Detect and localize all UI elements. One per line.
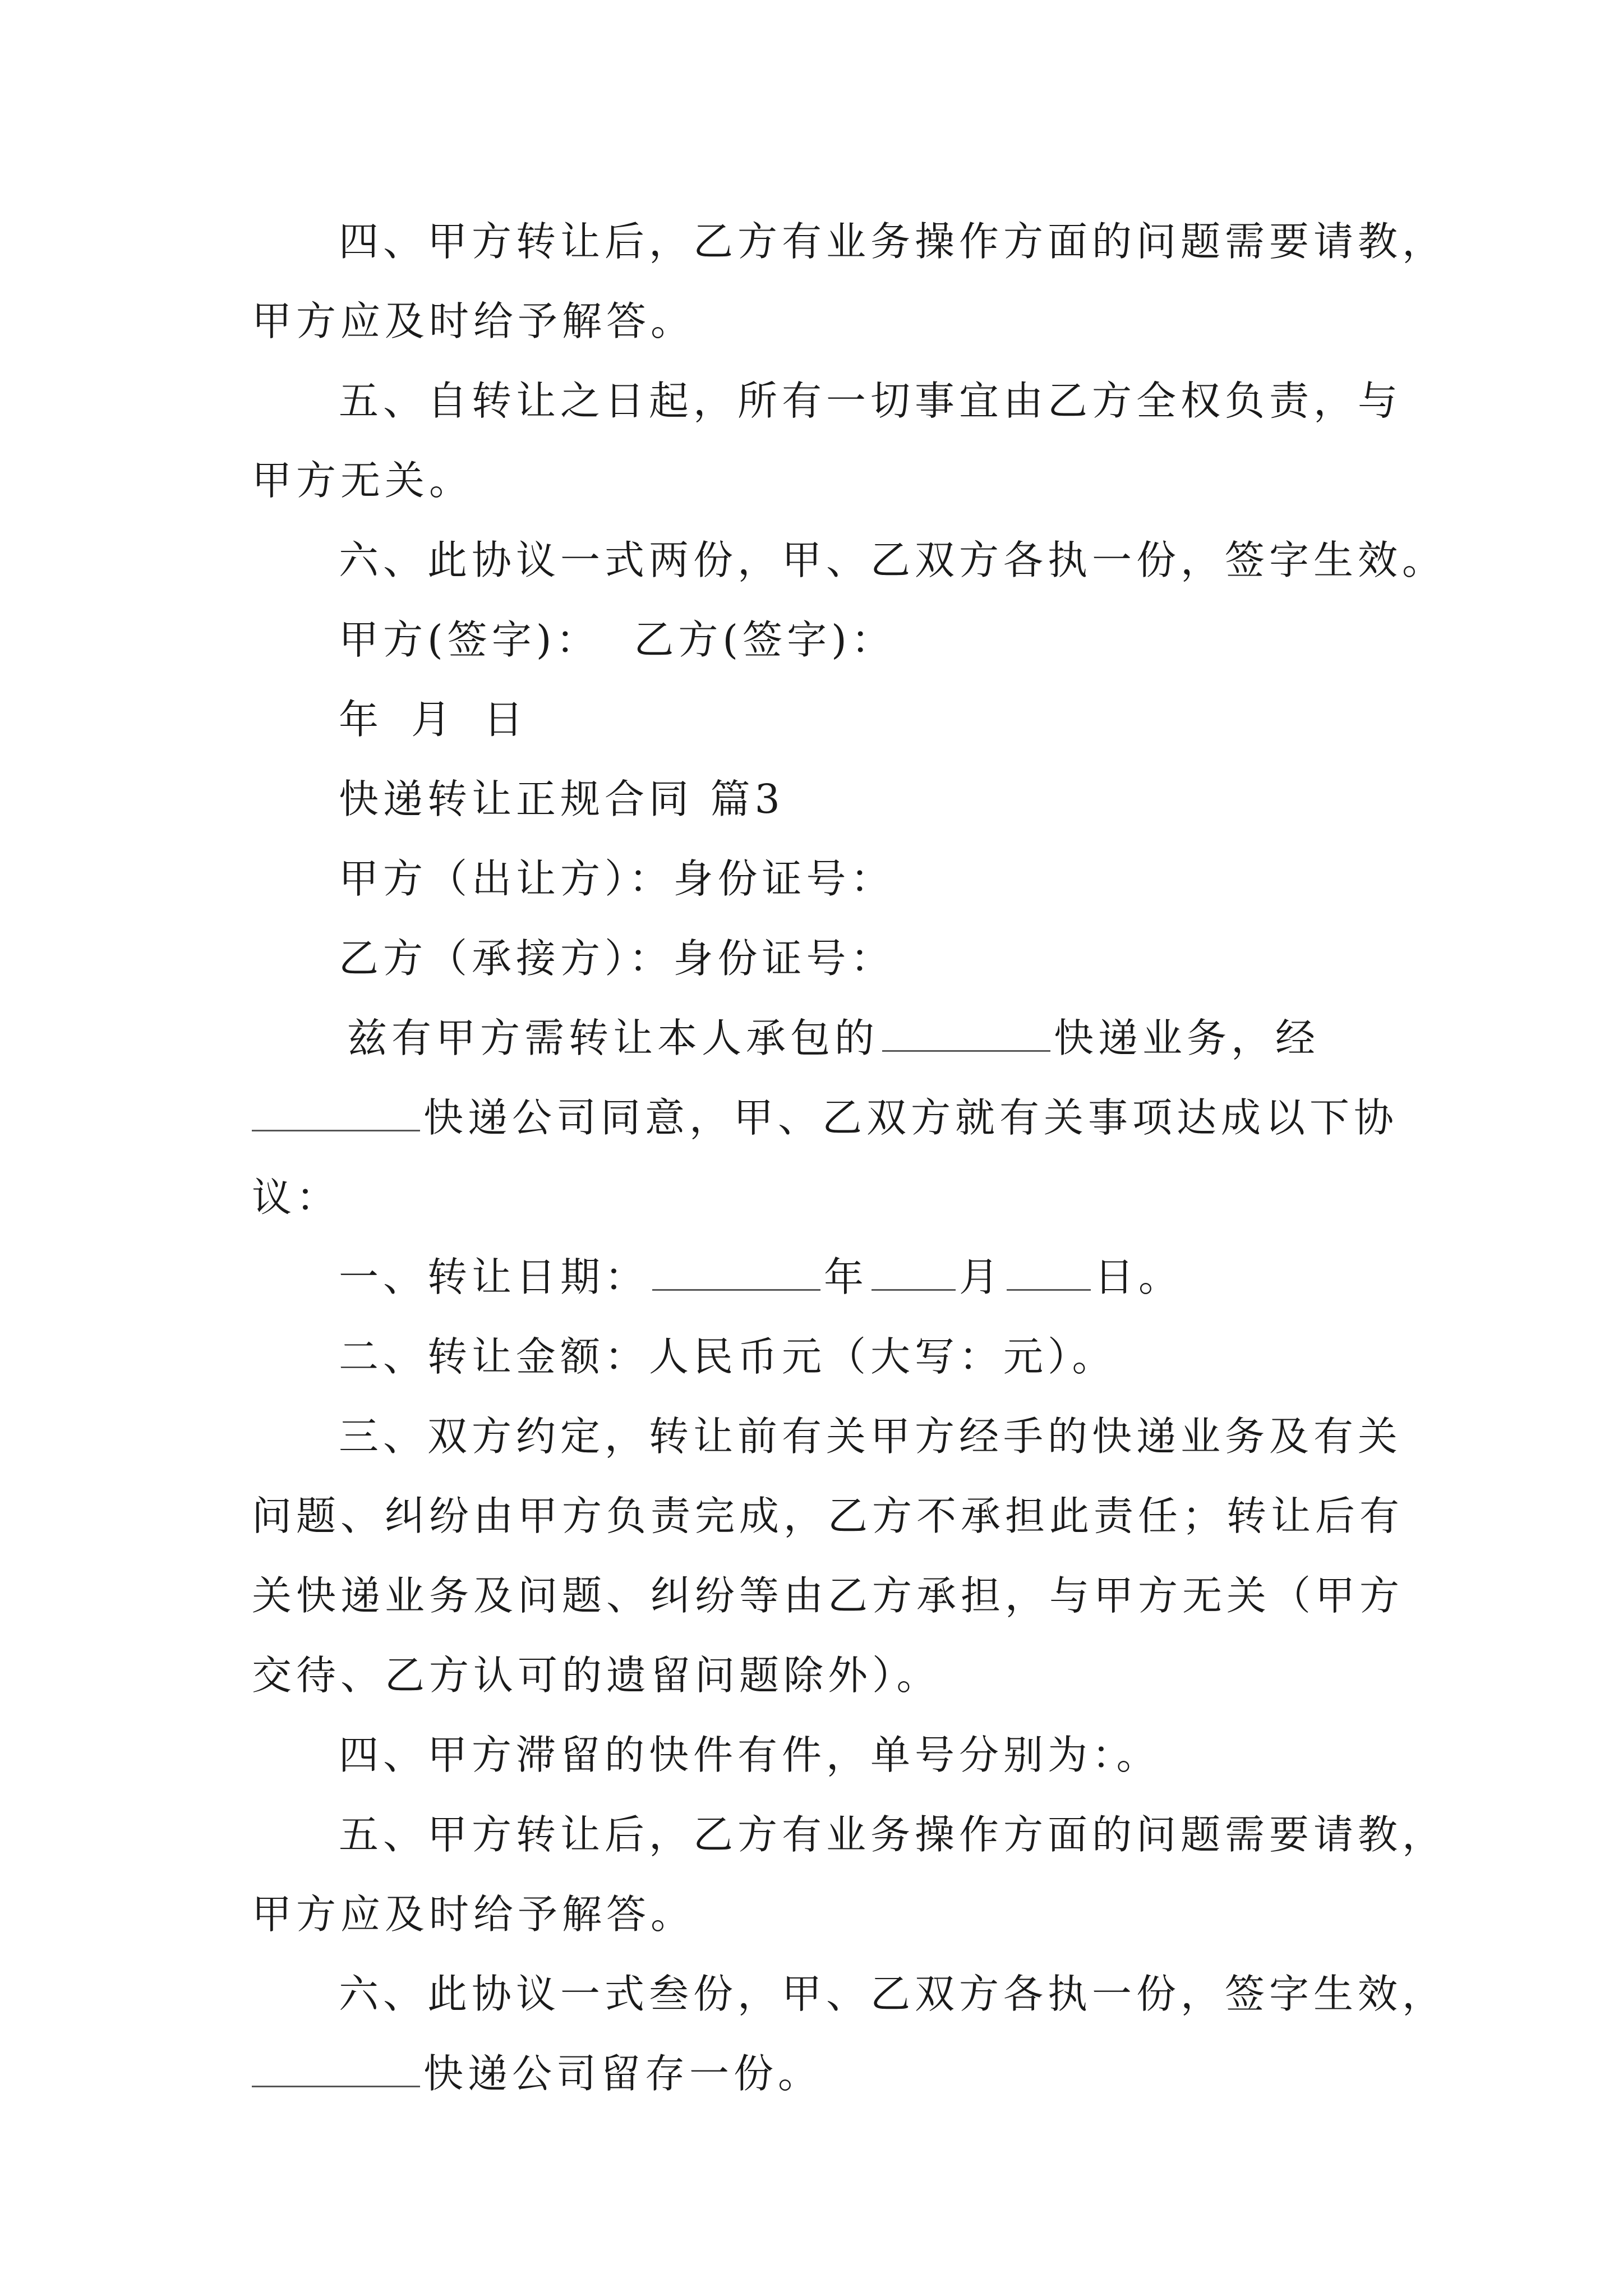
- party-a-line: 甲方（出让方）：身份证号：: [339, 855, 895, 902]
- paragraph-line: 甲方无关。: [252, 457, 474, 504]
- signature-line: [252, 600, 1385, 680]
- document-body: [252, 202, 1447, 2114]
- paragraph-line: 六、此协议一式两份，甲、乙双方各执一份，签字生效。: [339, 537, 1447, 583]
- clause-text: 一、转让日期：: [339, 1254, 649, 1300]
- intro-text: 快递业务，经: [1054, 1015, 1320, 1061]
- clause-5-line: 甲方应及时给予解答。: [252, 1891, 695, 1938]
- clause-4: 四、甲方滞留的快件有件，单号分别为：。: [339, 1732, 1161, 1778]
- clause-text: 快递公司留存一份。: [423, 2050, 823, 2097]
- paragraph-line: 四、甲方转让后，乙方有业务操作方面的问题需要请教，: [339, 218, 1447, 265]
- party-b-signature-label: 乙方(签字)：: [634, 616, 896, 663]
- date-month-label: 月: [411, 696, 456, 743]
- blank-field: [252, 1091, 420, 1131]
- clause-6-line: [252, 2034, 1385, 2114]
- party-b-line: 乙方（承接方）：身份证号：: [339, 935, 895, 982]
- blank-field: [882, 1011, 1050, 1052]
- clause-6-line: 六、此协议一式叁份，甲、乙双方各执一份，签字生效，: [339, 1971, 1447, 2017]
- section-heading: 快递转让正规合同 篇3: [339, 776, 785, 822]
- clause-text: 月: [959, 1254, 1004, 1300]
- clause-3-line: 交待、乙方认可的遗留问题除外）。: [252, 1652, 941, 1699]
- clause-3-line: 问题、纠纷由甲方负责完成，乙方不承担此责任；转让后有: [252, 1493, 1404, 1539]
- clause-1: [252, 1237, 1385, 1317]
- intro-line: [252, 1078, 1399, 1158]
- date-day-label: 日: [483, 696, 528, 743]
- paragraph-line: 甲方应及时给予解答。: [252, 298, 695, 344]
- intro-text: 快递公司同意，甲、乙双方就有关事项达成以下协: [423, 1094, 1399, 1141]
- paragraph-line: 五、自转让之日起，所有一切事宜由乙方全权负责，与: [339, 378, 1403, 424]
- blank-field: [252, 2046, 420, 2087]
- clause-3-line: 三、双方约定，转让前有关甲方经手的快递业务及有关: [339, 1413, 1403, 1460]
- intro-line: [252, 999, 1385, 1078]
- clause-3-line: 关快递业务及问题、纠纷等由乙方承担，与甲方无关（甲方: [252, 1572, 1404, 1619]
- blank-field: [652, 1250, 820, 1291]
- intro-line: 议：: [252, 1174, 341, 1221]
- clause-text: 年: [824, 1254, 869, 1300]
- blank-field: [1007, 1250, 1091, 1291]
- date-year-label: 年: [339, 696, 384, 743]
- clause-2: 二、转让金额：人民币元（大写：元）。: [339, 1333, 1117, 1380]
- blank-field: [872, 1250, 956, 1291]
- party-a-signature-label: 甲方(签字)：: [339, 616, 601, 663]
- intro-text: 兹有甲方需转让本人承包的: [347, 1015, 879, 1061]
- clause-5-line: 五、甲方转让后，乙方有业务操作方面的问题需要请教，: [339, 1811, 1447, 1858]
- clause-text: 日。: [1094, 1254, 1183, 1300]
- date-line: [252, 680, 1385, 760]
